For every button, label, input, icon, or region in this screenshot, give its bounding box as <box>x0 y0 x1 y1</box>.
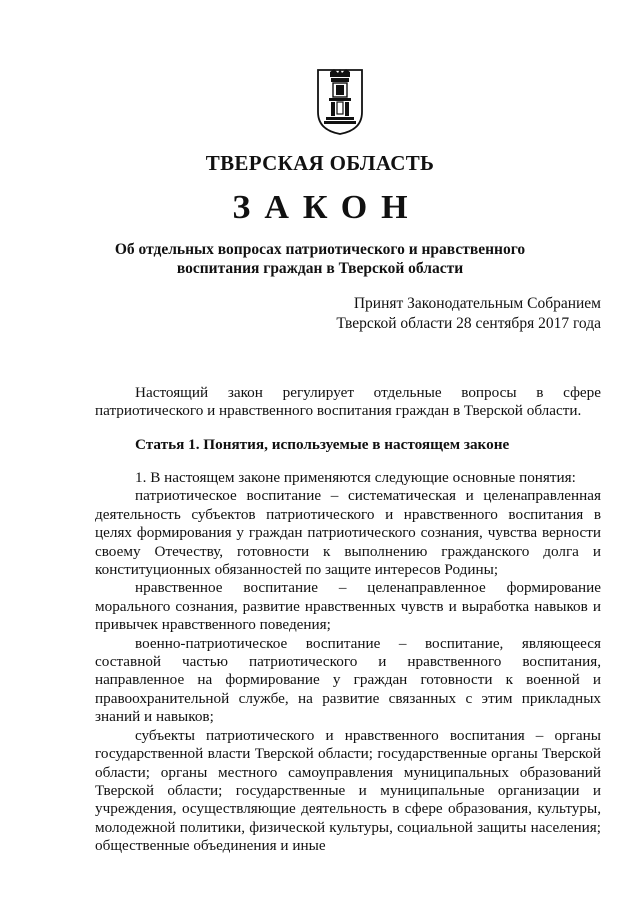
document-type-title: ЗАКОН <box>232 189 422 226</box>
preamble-text: Настоящий закон регулирует отдельные вопросы в сфере патриотического и нравственного воспитания граждан в Тверской области. <box>95 384 601 420</box>
article-paragraph: военно-патриотическое воспитание – воспитание, являющееся составной частью патриотического и нравственного воспитания, направленное на формирование у граждан готовности к военной и правоохранительной службе, на развитие связанных с этим прикладных знаний и навыков; <box>95 634 601 726</box>
coat-of-arms-icon <box>316 68 364 136</box>
region-title: ТВЕРСКАЯ ОБЛАСТЬ <box>205 151 435 175</box>
article-title: Статья 1. Понятия, используемые в настоящем законе <box>135 436 510 453</box>
law-subject-line-2: воспитания граждан в Тверской области <box>176 260 464 277</box>
article-paragraph: субъекты патриотического и нравственного воспитания – органы государственной власти Тверской области; государственные органы Тверской области; органы местного самоуправления муниципальных образований Тверской области; государственные и муниципальные организации и учреждения, осуществляющие деятельность в сфере образования, культуры, молодежной политики, физической культуры, социальной защиты населения; общественные объединения и иные <box>95 726 601 855</box>
article-body <box>95 469 601 856</box>
law-subject <box>100 240 540 278</box>
article-paragraph: патриотическое воспитание – систематическая и целенаправленная деятельность субъектов патриотического и нравственного воспитания в целях формирования у граждан патриотического сознания, чувства верности своему Отечеству, готовности к выполнению гражданского долга и конституционных обязанностей по защите интересов Родины; <box>95 487 601 579</box>
adoption-note-line-2: Тверской области 28 сентября 2017 года <box>336 315 601 332</box>
preamble <box>95 384 601 421</box>
adoption-note <box>300 294 601 334</box>
article-paragraph: 1. В настоящем законе применяются следующие основные понятия: <box>135 469 576 486</box>
adoption-note-line-1: Принят Законодательным Собранием <box>353 295 601 312</box>
law-subject-line-1: Об отдельных вопросах патриотического и нравственного <box>114 241 526 258</box>
article-paragraph: нравственное воспитание – целенаправленное формирование морального сознания, развитие нравственных чувств и выработка навыков и привычек нравственного поведения; <box>95 579 601 634</box>
